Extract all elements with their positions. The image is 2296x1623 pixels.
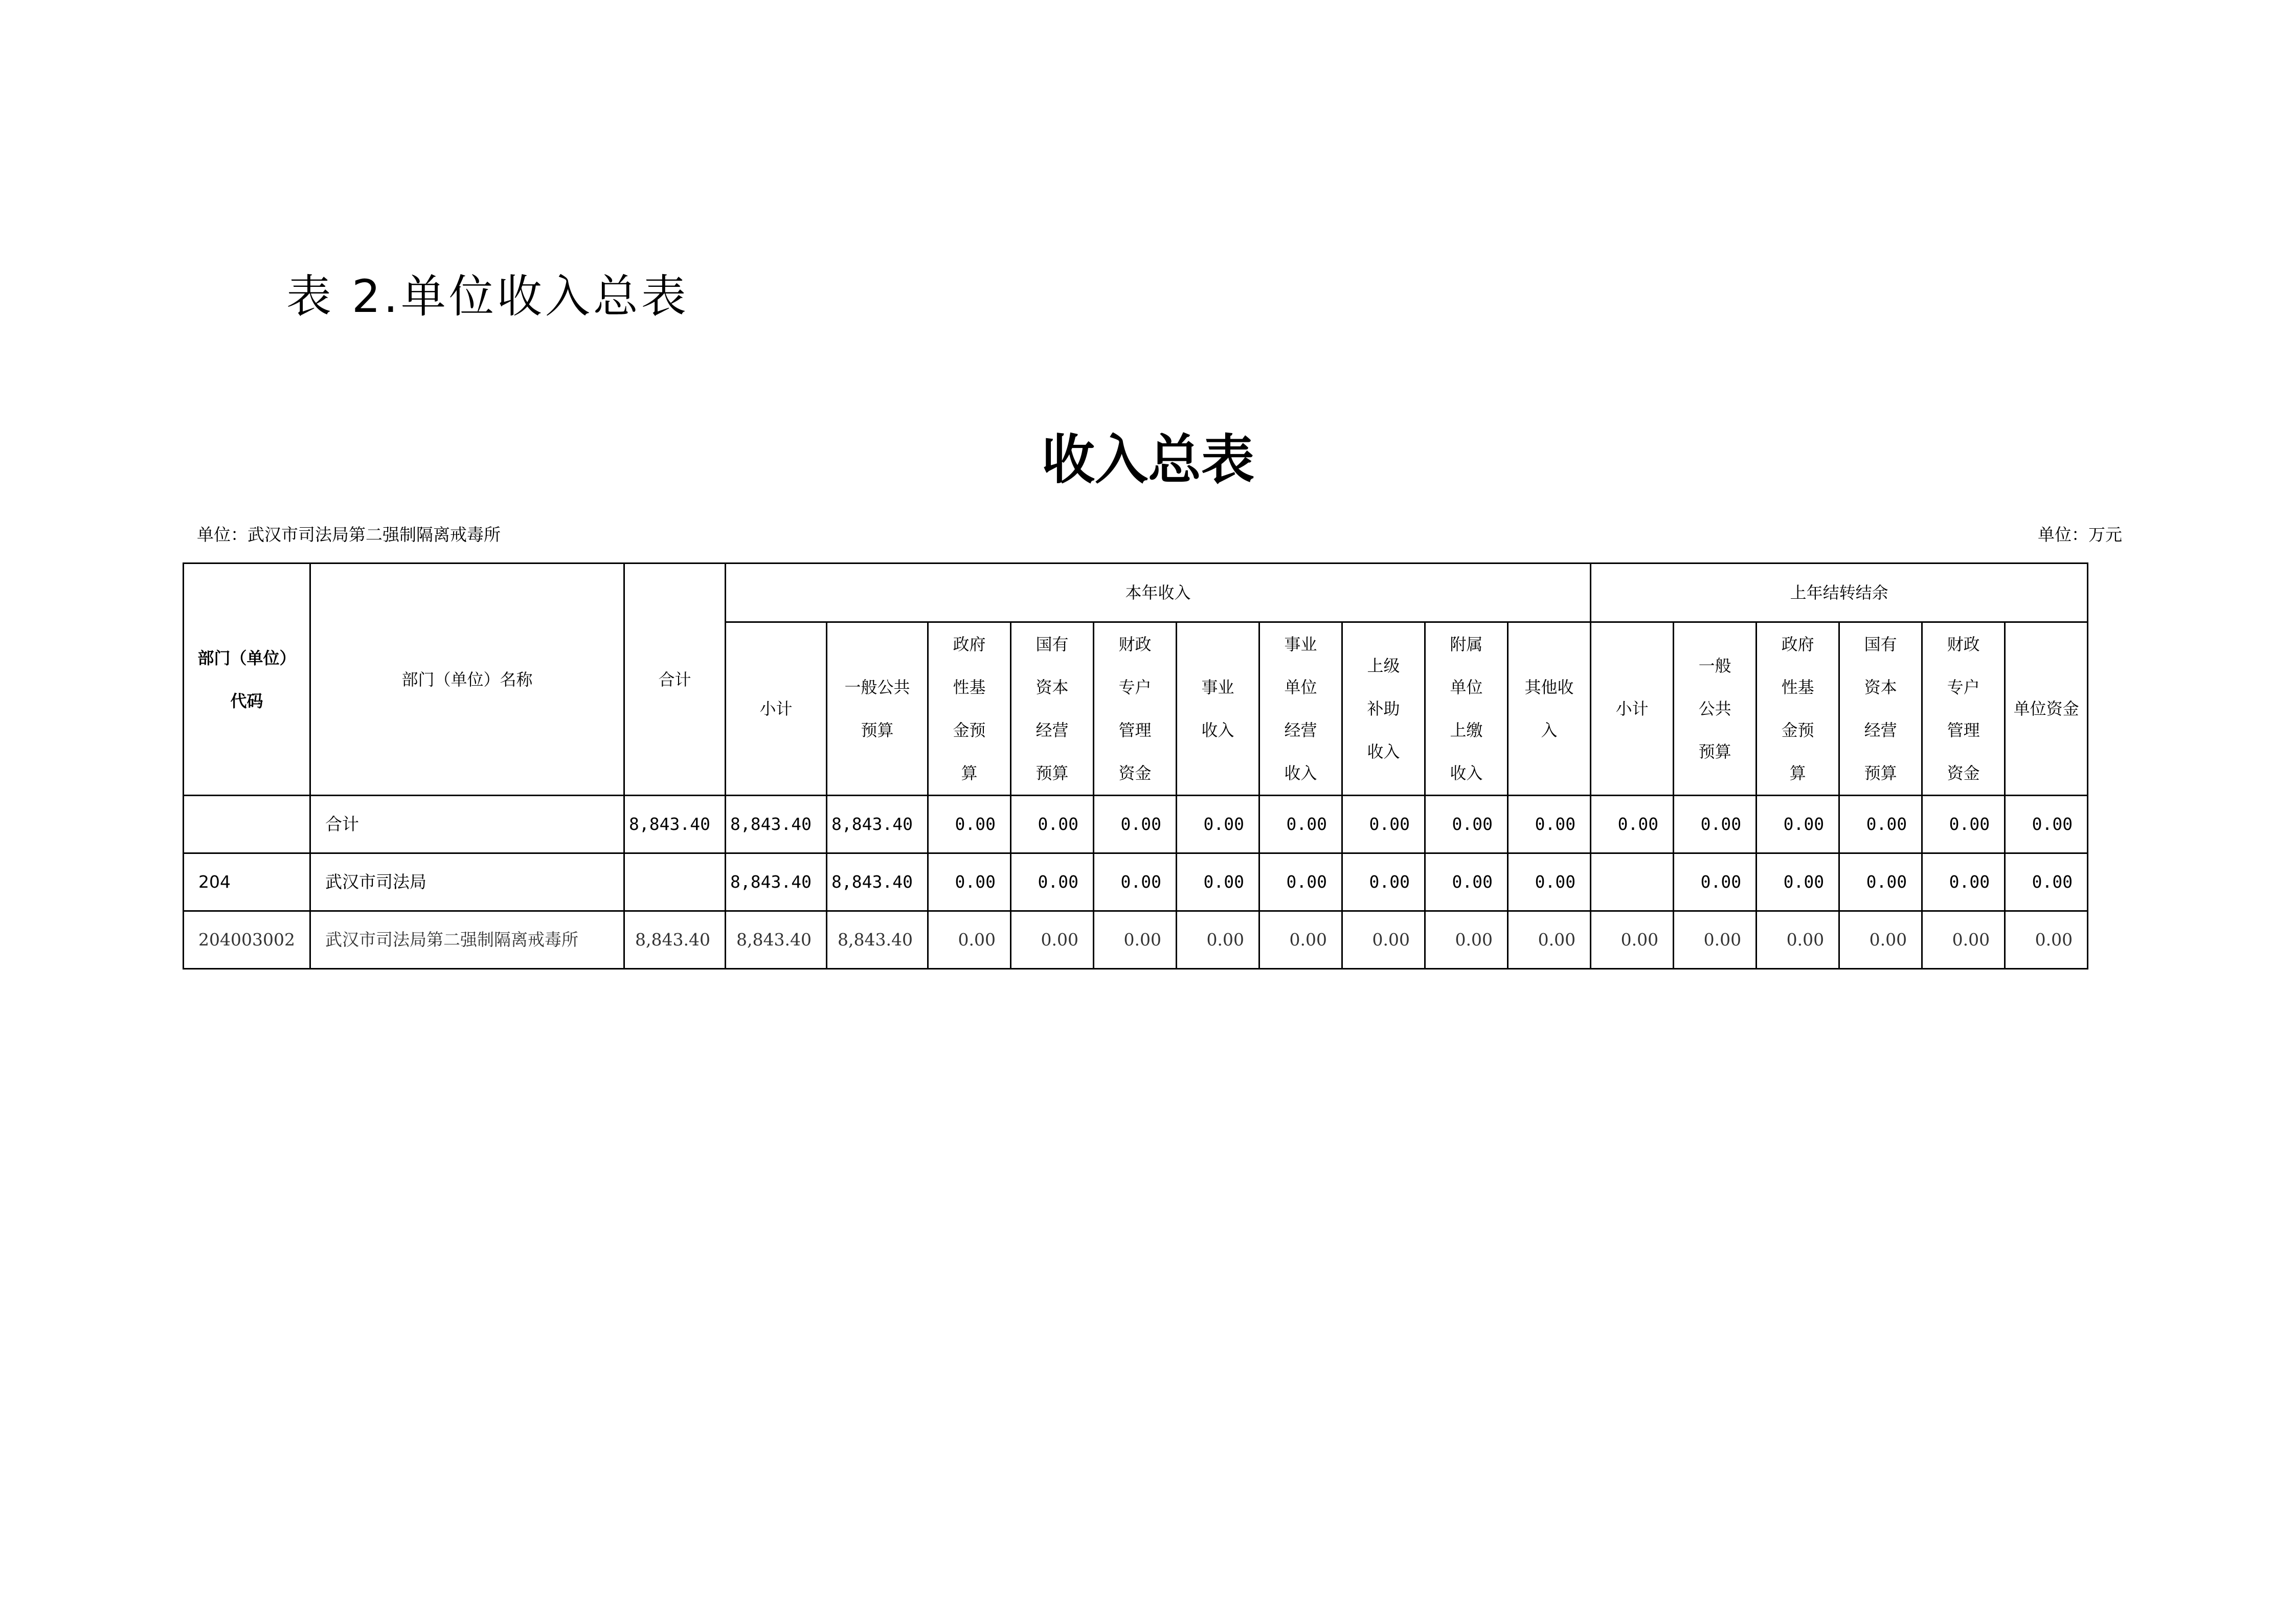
cell-value-2: 0.00: [928, 796, 1011, 853]
header-current-col-8-line-0: 附属: [1450, 635, 1483, 654]
header-current-col-7: [1342, 622, 1425, 796]
header-current-col-3-line-2: 经营: [1036, 720, 1069, 740]
cell-value-0: 8,843.40: [726, 796, 827, 853]
cell-value-4: 0.00: [1094, 853, 1177, 911]
header-carryover-col-3-line-0: 国有: [1864, 635, 1897, 654]
cell-value-13: 0.00: [1839, 911, 1922, 969]
cell-value-14: 0.00: [1922, 796, 2005, 853]
document-heading: 表 2.单位收入总表: [286, 270, 689, 323]
header-current-col-1-line-0: 一般公共: [844, 678, 910, 697]
header-current-col-3-line-3: 预算: [1036, 763, 1069, 783]
header-carryover-col-2-line-0: 政府: [1781, 635, 1814, 654]
header-current-col-4-line-2: 管理: [1118, 720, 1152, 740]
cell-value-15: 0.00: [2005, 911, 2088, 969]
cell-value-12: 0.00: [1757, 911, 1839, 969]
header-carryover-col-1-line-0: 一般: [1698, 656, 1731, 675]
cell-value-9: 0.00: [1508, 911, 1591, 969]
cell-code: 204: [184, 853, 310, 911]
header-carryover-col-1-line-1: 公共: [1698, 699, 1731, 718]
cell-total: 8,843.40: [624, 911, 726, 969]
cell-value-2: 0.00: [928, 911, 1011, 969]
cell-value-7: 0.00: [1342, 796, 1425, 853]
header-current-col-9-line-1: 入: [1541, 720, 1558, 740]
cell-value-11: 0.00: [1674, 911, 1757, 969]
header-name: 部门（单位）名称: [310, 563, 624, 796]
header-carryover-col-0-line-0: 小计: [1615, 699, 1649, 718]
header-current-col-6: [1259, 622, 1342, 796]
cell-value-2: 0.00: [928, 853, 1011, 911]
cell-value-8: 0.00: [1425, 911, 1508, 969]
header-carryover-col-4-line-2: 管理: [1947, 720, 1980, 740]
header-carryover-col-5-line-0: 单位资金: [2013, 699, 2079, 718]
table-row: [184, 796, 2207, 853]
cell-value-6: 0.00: [1259, 853, 1342, 911]
header-current-col-8-line-1: 单位: [1450, 678, 1483, 697]
header-carryover-col-2-line-1: 性基: [1781, 678, 1814, 697]
header-current-col-6-line-1: 单位: [1284, 678, 1317, 697]
cell-code: [184, 796, 310, 853]
header-current-col-4-line-3: 资金: [1118, 763, 1152, 783]
cell-value-8: 0.00: [1425, 853, 1508, 911]
header-carryover-col-4-line-1: 专户: [1947, 678, 1980, 697]
cell-value-11: 0.00: [1674, 853, 1757, 911]
cell-value-7: 0.00: [1342, 853, 1425, 911]
header-current-col-3: [1011, 622, 1094, 796]
income-summary-table: [183, 562, 2207, 970]
header-current-col-2-line-2: 金预: [953, 720, 986, 740]
header-current-col-9: [1508, 622, 1591, 796]
header-carryover: 上年结转结余: [1591, 563, 2088, 622]
cell-value-1: 8,843.40: [827, 911, 928, 969]
cell-value-0: 8,843.40: [726, 853, 827, 911]
cell-code: 204003002: [184, 911, 310, 969]
cell-name: 武汉市司法局: [310, 853, 624, 911]
header-carryover-col-3-line-1: 资本: [1864, 678, 1897, 697]
header-carryover-col-3-line-2: 经营: [1864, 720, 1897, 740]
header-current-col-3-line-1: 资本: [1036, 678, 1069, 697]
header-current-col-0-line-0: 小计: [759, 699, 793, 718]
header-current-col-5-line-1: 收入: [1201, 720, 1234, 740]
header-carryover-col-5: [2005, 622, 2088, 796]
cell-value-12: 0.00: [1757, 853, 1839, 911]
header-current-col-2-line-3: 算: [961, 763, 978, 783]
cell-value-8: 0.00: [1425, 796, 1508, 853]
header-current-col-2-line-0: 政府: [953, 635, 986, 654]
cell-value-7: 0.00: [1342, 911, 1425, 969]
header-current-col-7-line-2: 收入: [1367, 742, 1400, 761]
header-current-year: 本年收入: [726, 563, 1591, 622]
table-title: 收入总表: [1041, 429, 1254, 491]
cell-value-5: 0.00: [1177, 796, 1259, 853]
header-current-col-3-line-0: 国有: [1036, 635, 1069, 654]
header-carryover-col-3-line-3: 预算: [1864, 763, 1897, 783]
cell-value-15: 0.00: [2005, 853, 2088, 911]
header-carryover-col-2: [1757, 622, 1839, 796]
cell-value-4: 0.00: [1094, 796, 1177, 853]
header-carryover-col-4: [1922, 622, 2005, 796]
cell-value-3: 0.00: [1011, 796, 1094, 853]
cell-value-5: 0.00: [1177, 853, 1259, 911]
header-carryover-col-1-line-2: 预算: [1698, 742, 1731, 761]
header-current-col-8-line-2: 上缴: [1450, 720, 1483, 740]
cell-value-15: 0.00: [2005, 796, 2088, 853]
header-current-col-6-line-3: 收入: [1284, 763, 1317, 783]
unit-organization: 单位：武汉市司法局第二强制隔离戒毒所: [197, 525, 501, 545]
header-carryover-col-1: [1674, 622, 1757, 796]
cell-total: [624, 853, 726, 911]
cell-value-11: 0.00: [1674, 796, 1757, 853]
header-current-col-1: [827, 622, 928, 796]
header-carryover-col-2-line-3: 算: [1789, 763, 1806, 783]
header-current-col-9-line-0: 其他收: [1524, 678, 1574, 697]
header-current-col-7-line-1: 补助: [1367, 699, 1400, 718]
header-current-col-5: [1177, 622, 1259, 796]
header-carryover-col-4-line-3: 资金: [1947, 763, 1980, 783]
header-code-line-1: 部门（单位）: [197, 648, 296, 668]
header-carryover-col-3: [1839, 622, 1922, 796]
cell-value-6: 0.00: [1259, 911, 1342, 969]
header-current-col-6-line-0: 事业: [1284, 635, 1317, 654]
header-carryover-col-0: [1591, 622, 1674, 796]
header-current-col-1-line-1: 预算: [861, 720, 894, 740]
header-current-col-5-line-0: 事业: [1201, 678, 1234, 697]
header-current-col-0: [726, 622, 827, 796]
header-carryover-col-4-line-0: 财政: [1947, 635, 1980, 654]
header-current-col-2: [928, 622, 1011, 796]
cell-value-9: 0.00: [1508, 796, 1591, 853]
cell-value-1: 8,843.40: [827, 853, 928, 911]
cell-value-10: 0.00: [1591, 911, 1674, 969]
cell-value-14: 0.00: [1922, 911, 2005, 969]
unit-currency: 单位：万元: [2038, 525, 2122, 545]
header-current-col-4-line-0: 财政: [1118, 635, 1152, 654]
cell-value-3: 0.00: [1011, 911, 1094, 969]
table-row: [184, 911, 2207, 969]
cell-value-1: 8,843.40: [827, 796, 928, 853]
header-current-col-4: [1094, 622, 1177, 796]
cell-name: 合计: [310, 796, 624, 853]
header-current-col-7-line-0: 上级: [1367, 656, 1400, 675]
cell-value-10: 0.00: [1591, 796, 1674, 853]
table-body: [184, 796, 2207, 969]
header-current-col-4-line-1: 专户: [1118, 678, 1152, 697]
cell-value-12: 0.00: [1757, 796, 1839, 853]
table-row: [184, 853, 2207, 911]
header-row-top: [184, 563, 2207, 622]
header-code-line-2: 代码: [230, 691, 263, 711]
header-current-col-2-line-1: 性基: [953, 678, 986, 697]
header-current-col-8-line-3: 收入: [1450, 763, 1483, 783]
cell-name: 武汉市司法局第二强制隔离戒毒所: [310, 911, 624, 969]
cell-value-10: [1591, 853, 1674, 911]
cell-value-5: 0.00: [1177, 911, 1259, 969]
header-current-col-8: [1425, 622, 1508, 796]
cell-value-0: 8,843.40: [726, 911, 827, 969]
cell-value-6: 0.00: [1259, 796, 1342, 853]
cell-value-13: 0.00: [1839, 796, 1922, 853]
cell-value-13: 0.00: [1839, 853, 1922, 911]
header-current-col-6-line-2: 经营: [1284, 720, 1317, 740]
cell-value-14: 0.00: [1922, 853, 2005, 911]
header-code: [184, 563, 310, 796]
cell-value-9: 0.00: [1508, 853, 1591, 911]
header-total: 合计: [624, 563, 726, 796]
cell-value-4: 0.00: [1094, 911, 1177, 969]
header-carryover-col-2-line-2: 金预: [1781, 720, 1814, 740]
cell-total: 8,843.40: [624, 796, 726, 853]
cell-value-3: 0.00: [1011, 853, 1094, 911]
